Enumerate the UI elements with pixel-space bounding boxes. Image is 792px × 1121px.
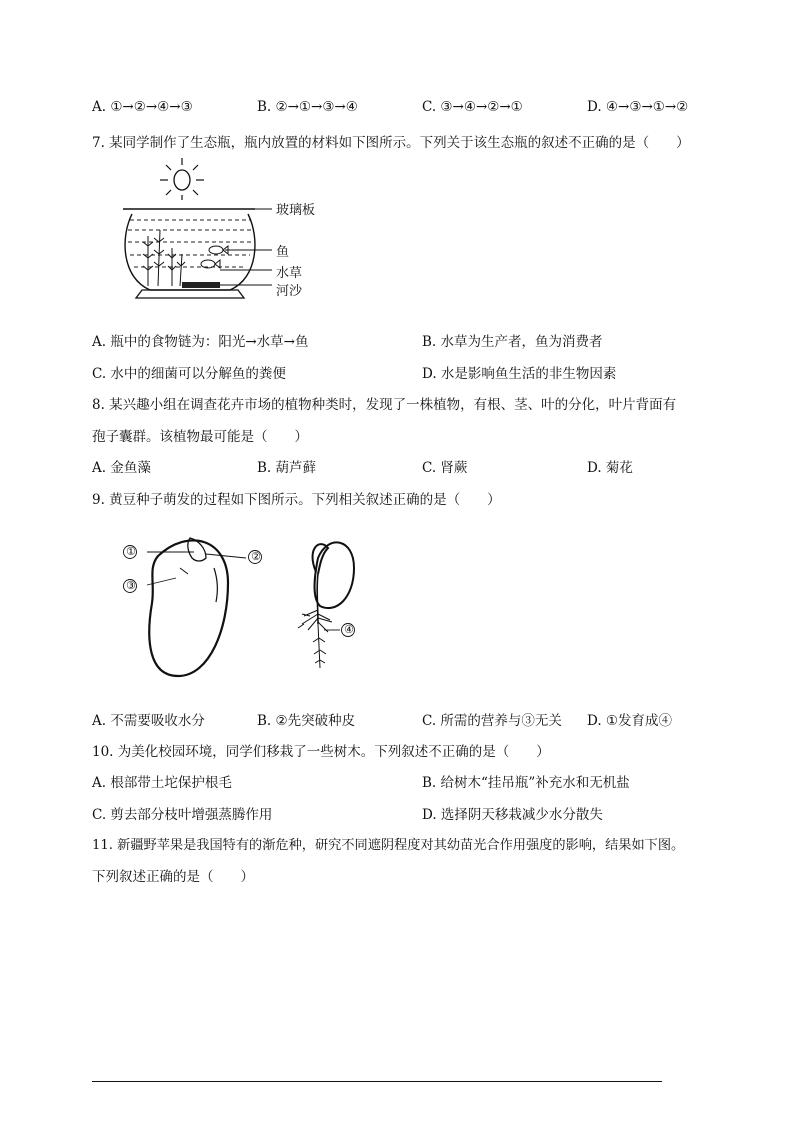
soybean-germination-figure <box>118 528 378 678</box>
q9-option-c: C. 所需的营养与③无关 <box>422 713 562 729</box>
q11-stem-line1: 11. 新疆野苹果是我国特有的渐危种，研究不同遮阴程度对其幼苗光合作用强度的影响，结果如下图。 <box>92 838 685 853</box>
q9-stem: 9. 黄豆种子萌发的过程如下图所示。下列相关叙述正确的是（ ） <box>92 492 501 508</box>
q8-option-a: A. 金鱼藻 <box>92 460 151 476</box>
q9-option-a: A. 不需要吸收水分 <box>92 713 205 729</box>
label-glass-plate: 玻璃板 <box>276 203 316 218</box>
q7-option-b: B. 水草为生产者，鱼为消费者 <box>422 334 603 350</box>
q7-option-a: A. 瓶中的食物链为：阳光→水草→鱼 <box>92 334 309 350</box>
q8-stem-line1: 8. 某兴趣小组在调查花卉市场的植物种类时，发现了一株植物，有根、茎、叶的分化，叶片背面有 <box>92 397 677 413</box>
q8-option-b: B. 葫芦藓 <box>257 460 317 476</box>
q6-option-a: A. ①→②→④→③ <box>92 99 193 115</box>
q8-option-c: C. 肾蕨 <box>422 460 468 476</box>
q11-stem-line2: 下列叙述正确的是（ ） <box>92 869 254 885</box>
label-4: ④ <box>344 623 354 636</box>
label-2: ② <box>251 550 261 563</box>
q10-option-a: A. 根部带土坨保护根毛 <box>92 775 232 791</box>
q6-option-d: D. ④→③→①→② <box>587 99 689 115</box>
label-water-plant: 水草 <box>276 266 303 281</box>
q10-option-b: B. 给树木“挂吊瓶”补充水和无机盐 <box>422 775 630 791</box>
q10-option-d: D. 选择阴天移栽减少水分散失 <box>422 807 603 823</box>
q10-option-c: C. 剪去部分枝叶增强蒸腾作用 <box>92 807 273 823</box>
label-fish: 鱼 <box>276 245 290 260</box>
label-river-sand: 河沙 <box>276 284 303 299</box>
q8-stem-line2: 孢子囊群。该植物最可能是（ ） <box>92 429 308 445</box>
q8-option-d: D. 菊花 <box>587 460 633 476</box>
q9-option-d: D. ①发育成④ <box>587 713 673 729</box>
q7-option-c: C. 水中的细菌可以分解鱼的粪便 <box>92 366 286 382</box>
q7-option-d: D. 水是影响鱼生活的非生物因素 <box>422 366 617 382</box>
q7-stem: 7. 某同学制作了生态瓶，瓶内放置的材料如下图所示。下列关于该生态瓶的叙述不正确的是（ ） <box>92 135 690 151</box>
footer-rule <box>92 1081 662 1082</box>
q9-option-b: B. ②先突破种皮 <box>257 713 356 729</box>
label-1: ① <box>126 545 136 558</box>
q6-option-b: B. ②→①→③→④ <box>257 99 358 115</box>
label-3: ③ <box>126 579 136 592</box>
q10-stem: 10. 为美化校园环境，同学们移栽了一些树木。下列叙述不正确的是（ ） <box>92 744 550 760</box>
q6-option-c: C. ③→④→②→① <box>422 99 523 115</box>
